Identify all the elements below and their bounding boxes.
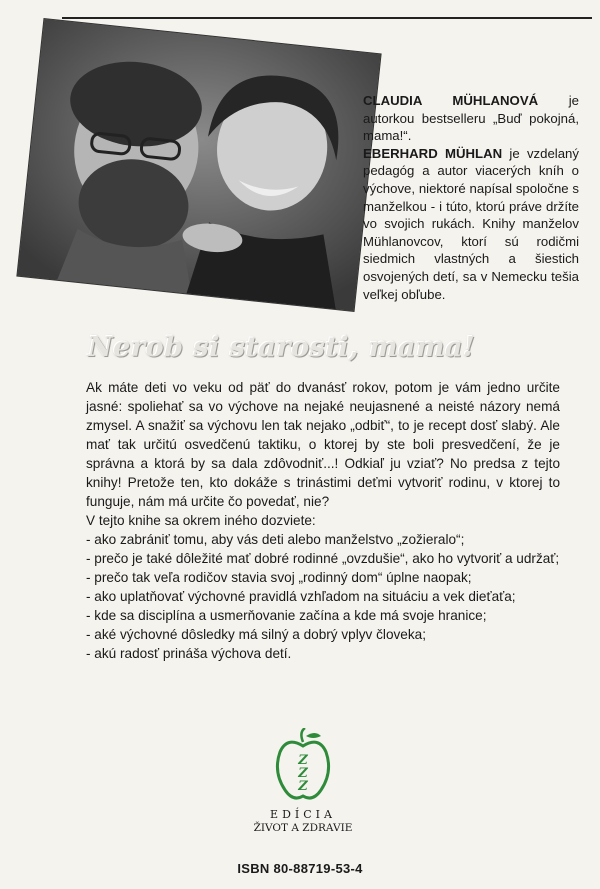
author2-name: EBERHARD MÜHLAN (363, 145, 503, 161)
publisher-logo (248, 728, 358, 834)
book-title: Nerob si starosti, mama! (88, 332, 476, 363)
list-item: - akú radosť prináša výchova detí. (86, 646, 292, 661)
author1-bio (363, 92, 579, 145)
author1-text: je autorkou bestselleru „Buď pokojná, mama!“. (363, 93, 579, 144)
apple-zzz-icon (275, 728, 331, 804)
edition-label: EDÍCIA (270, 808, 336, 821)
author2-text: je vzdelaný pedagóg a autor viacerých kníh o výchove, niektoré napísal spoločne s manželkou - i túto, ktorú práve držíte vo svojich rukách. Knihy manželov Mühlanovcov, ktorí sú rodičmi siedmich vlastných a šiestich osvojených detí, sa v Nemecku tešia veľkej obľube. (363, 145, 579, 302)
svg-text:Z: Z (298, 766, 308, 781)
list-item: - prečo tak veľa rodičov stavia svoj „rodinný dom“ úplne naopak; (86, 570, 472, 585)
topics-list (86, 530, 560, 663)
list-intro: V tejto knihe sa okrem iného dozviete: (86, 513, 316, 528)
list-item: - prečo je také dôležité mať dobré rodinné „ovzdušie“, ako ho vytvoriť a udržať; (86, 551, 560, 566)
list-item: - aké výchovné dôsledky má silný a dobrý vplyv človeka; (86, 627, 426, 642)
list-item: - ako zabrániť tomu, aby vás deti alebo manželstvo „zožieralo“; (86, 532, 465, 547)
list-item: - ako uplatňovať výchovné pravidlá vzhľadom na situáciu a vek dieťaťa; (86, 589, 516, 604)
svg-text:Z: Z (298, 779, 308, 794)
top-rule (62, 17, 592, 19)
blurb (86, 378, 560, 663)
author-photo (17, 19, 380, 311)
svg-text:Z: Z (298, 753, 308, 768)
author1-name: CLAUDIA MÜHLANOVÁ (363, 93, 539, 108)
series-name: ŽIVOT A ZDRAVIE (253, 822, 353, 834)
isbn: ISBN 80-88719-53-4 (237, 861, 363, 876)
author2-bio (363, 145, 579, 303)
blurb-intro: Ak máte deti vo veku od päť do dvanásť rokov, potom je vám jedno určite jasné: spoliehať sa vo výchove na nejaké neujasnené a neisté názory nemá zmysel. A snažiť sa výchovu len tak nejako „odbiť“, to je recept dosť slabý. Ale mať tak určitú osvedčenú taktiku, o ktorej by ste boli presvedčení, že je správna a ktorá by sa dala zdôvodniť...! Odkiaľ ju vziať? No predsa z tejto knihy! Pretože ten, kto dokáže s trinástimi deťmi vytvoriť rodinu, v ktorej to funguje, nám má určite čo povedať, nie? (86, 380, 560, 509)
author-bio (363, 92, 579, 303)
list-item: - kde sa disciplína a usmerňovanie začína a kde má svoje hranice; (86, 608, 487, 623)
